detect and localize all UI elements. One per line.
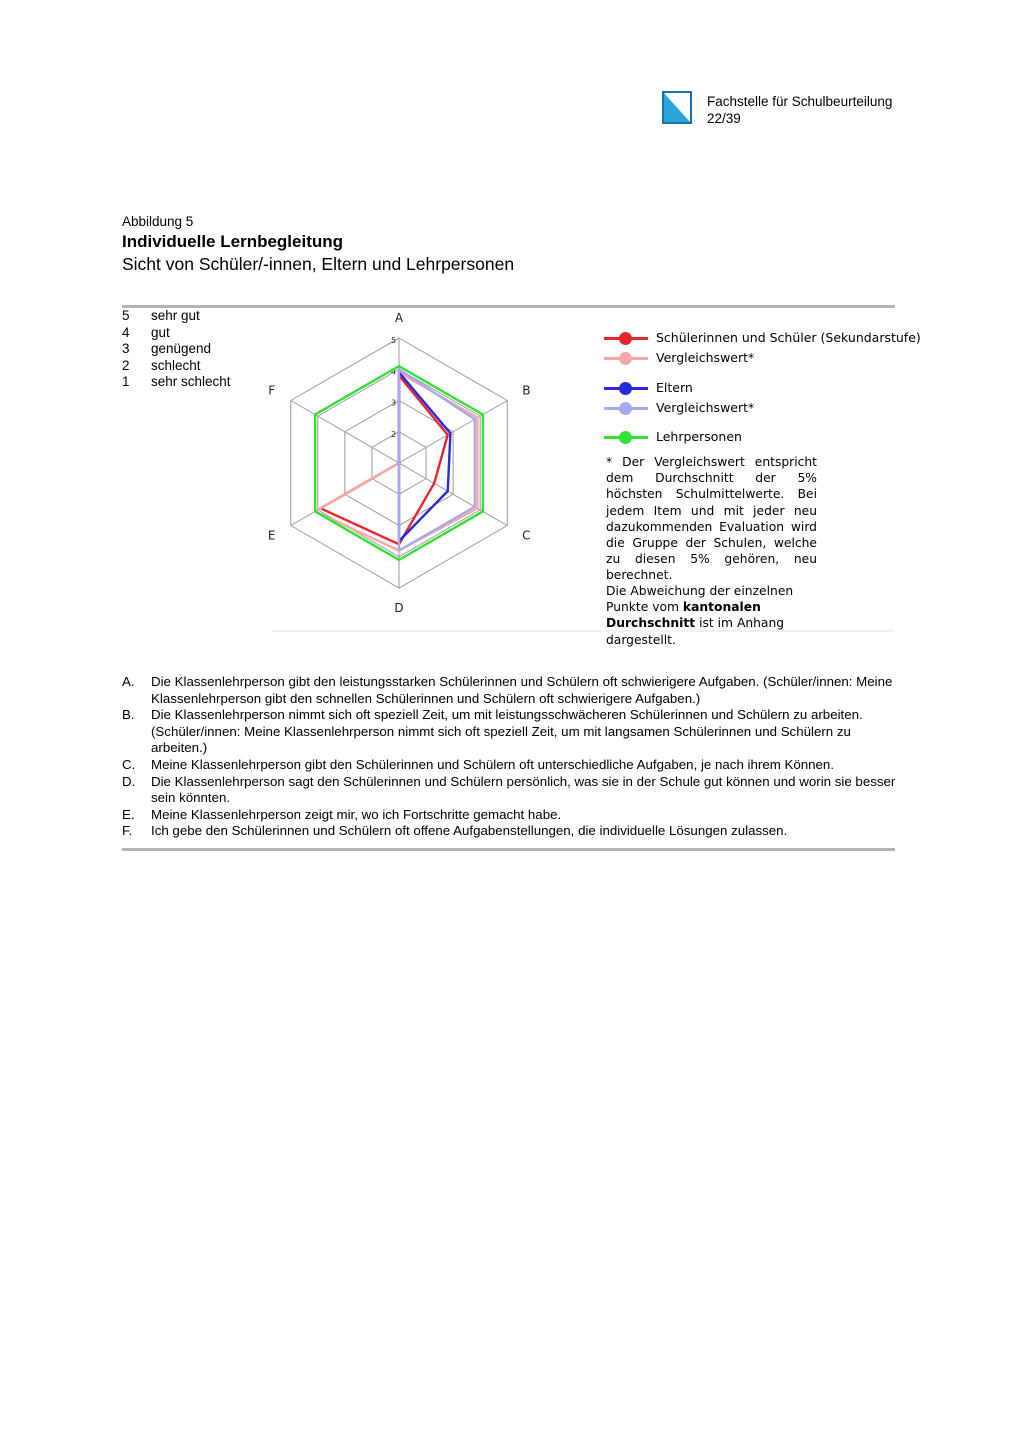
list-item — [122, 707, 897, 757]
item-list — [122, 674, 897, 840]
list-item — [122, 757, 897, 774]
scale-value: 1 — [122, 374, 130, 389]
bottom-divider — [122, 848, 895, 851]
scale-label: gut — [151, 324, 170, 340]
figure-title: Individuelle Lernbegleitung — [122, 232, 344, 251]
item-text: Die Klassenlehrperson gibt den leistungsstarken Schülerinnen und Schülern oft schwierigere Aufgaben. (Schüler/innen: Meine Klassenlehrperson gibt den schnellen Schülerinnen und Schülern oft schwierigere Aufgaben.) — [151, 674, 893, 706]
list-item — [122, 823, 897, 840]
deviation-text-before: Die Abweichung der einzelnen Punkte vom — [606, 584, 794, 615]
radar-series — [315, 366, 483, 560]
legend-item — [600, 349, 910, 367]
rating-scale — [122, 308, 231, 391]
legend-item — [600, 329, 921, 347]
header — [707, 93, 892, 127]
item-text: Meine Klassenlehrperson gibt den Schülerinnen und Schülern oft unterschiedliche Aufgaben, je nach ihrem Können. — [151, 756, 835, 772]
header-page-number: 22/39 — [707, 111, 741, 126]
axis-label: A — [394, 311, 404, 325]
axis-label: D — [394, 601, 404, 615]
legend-label: Lehrpersonen — [656, 429, 742, 444]
legend-item — [600, 379, 910, 397]
ring-label: 5 — [391, 336, 397, 345]
canton-logo-icon — [662, 91, 692, 124]
item-letter: E. — [122, 806, 135, 822]
scale-value: 2 — [122, 357, 130, 373]
item-text: Die Klassenlehrperson sagt den Schülerinnen und Schülern persönlich, was sie in der Schule gut können und worin sie besser sein könnten. — [151, 773, 896, 806]
scale-label: sehr schlecht — [151, 374, 231, 389]
legend-marker — [619, 402, 632, 415]
legend-label: Schülerinnen und Schüler (Sekundarstufe) — [656, 330, 921, 345]
legend-item — [600, 399, 910, 417]
ring-label: 3 — [391, 398, 397, 408]
scale-value: 4 — [122, 324, 130, 340]
list-item — [122, 674, 897, 707]
comparison-note: * Der Vergleichswert entspricht dem Durchschnitt der 5% höchsten Schulmittelwerte. Bei jedem Item und mit jeder neu dazukommenden Evaluation wird die Gruppe der Schulen, welche zu diesen 5% gehören, neu berechnet. — [606, 455, 817, 583]
radar-ring-labels — [391, 336, 396, 439]
axis-label: B — [522, 383, 531, 398]
header-org: Fachstelle für Schulbeurteilung — [707, 94, 893, 109]
legend-marker — [619, 352, 632, 365]
scale-label: schlecht — [151, 357, 201, 373]
list-item — [122, 807, 897, 824]
scale-value: 3 — [122, 341, 130, 356]
legend-item — [600, 428, 910, 446]
ring-label: 2 — [391, 429, 397, 439]
axis-label: E — [267, 528, 276, 543]
axis-label: F — [268, 383, 276, 398]
scale-row — [122, 374, 231, 391]
item-letter: B. — [122, 707, 135, 723]
scale-row — [122, 341, 231, 358]
legend-marker — [619, 332, 632, 345]
scale-label: genügend — [151, 341, 212, 356]
item-letter: C. — [122, 756, 136, 772]
deviation-text-bold: kantonalen Durchschnitt — [606, 600, 761, 631]
legend-marker — [619, 382, 632, 395]
item-text: Ich gebe den Schülerinnen und Schülern oft offene Aufgabenstellungen, die individuelle Lösungen zulassen. — [151, 823, 788, 839]
item-text: Meine Klassenlehrperson zeigt mir, wo ich Fortschritte gemacht habe. — [151, 806, 562, 822]
item-letter: A. — [122, 674, 135, 689]
scale-row — [122, 358, 231, 375]
scale-label: sehr gut — [151, 308, 200, 323]
top-divider — [122, 305, 895, 308]
figure-subtitle: Sicht von Schüler/-innen, Eltern und Lehrpersonen — [122, 254, 515, 274]
legend-label: Eltern — [656, 380, 693, 395]
item-letter: D. — [122, 773, 136, 789]
deviation-note — [606, 583, 820, 648]
axis-label: C — [522, 528, 531, 543]
list-item — [122, 774, 897, 807]
legend-label: Vergleichswert* — [656, 350, 755, 365]
deviation-text-after: ist im Anhang dargestellt. — [606, 616, 785, 647]
item-text: Die Klassenlehrperson nimmt sich oft speziell Zeit, um mit leistungsschwächeren Schülerinnen und Schülern zu arbeiten. (Schüler/innen: Meine Klassenlehrperson nimmt sich oft speziell Zeit, um mit langsamen Schülerinnen und Schülern zu arbeiten.) — [151, 707, 863, 756]
figure-label: Abbildung 5 — [122, 214, 194, 229]
scale-row — [122, 308, 231, 325]
ring-label: 4 — [391, 367, 397, 377]
legend-marker — [619, 431, 632, 444]
scale-row — [122, 325, 231, 342]
legend-label: Vergleichswert* — [656, 400, 755, 415]
item-letter: F. — [122, 823, 133, 839]
scale-value: 5 — [122, 308, 130, 323]
